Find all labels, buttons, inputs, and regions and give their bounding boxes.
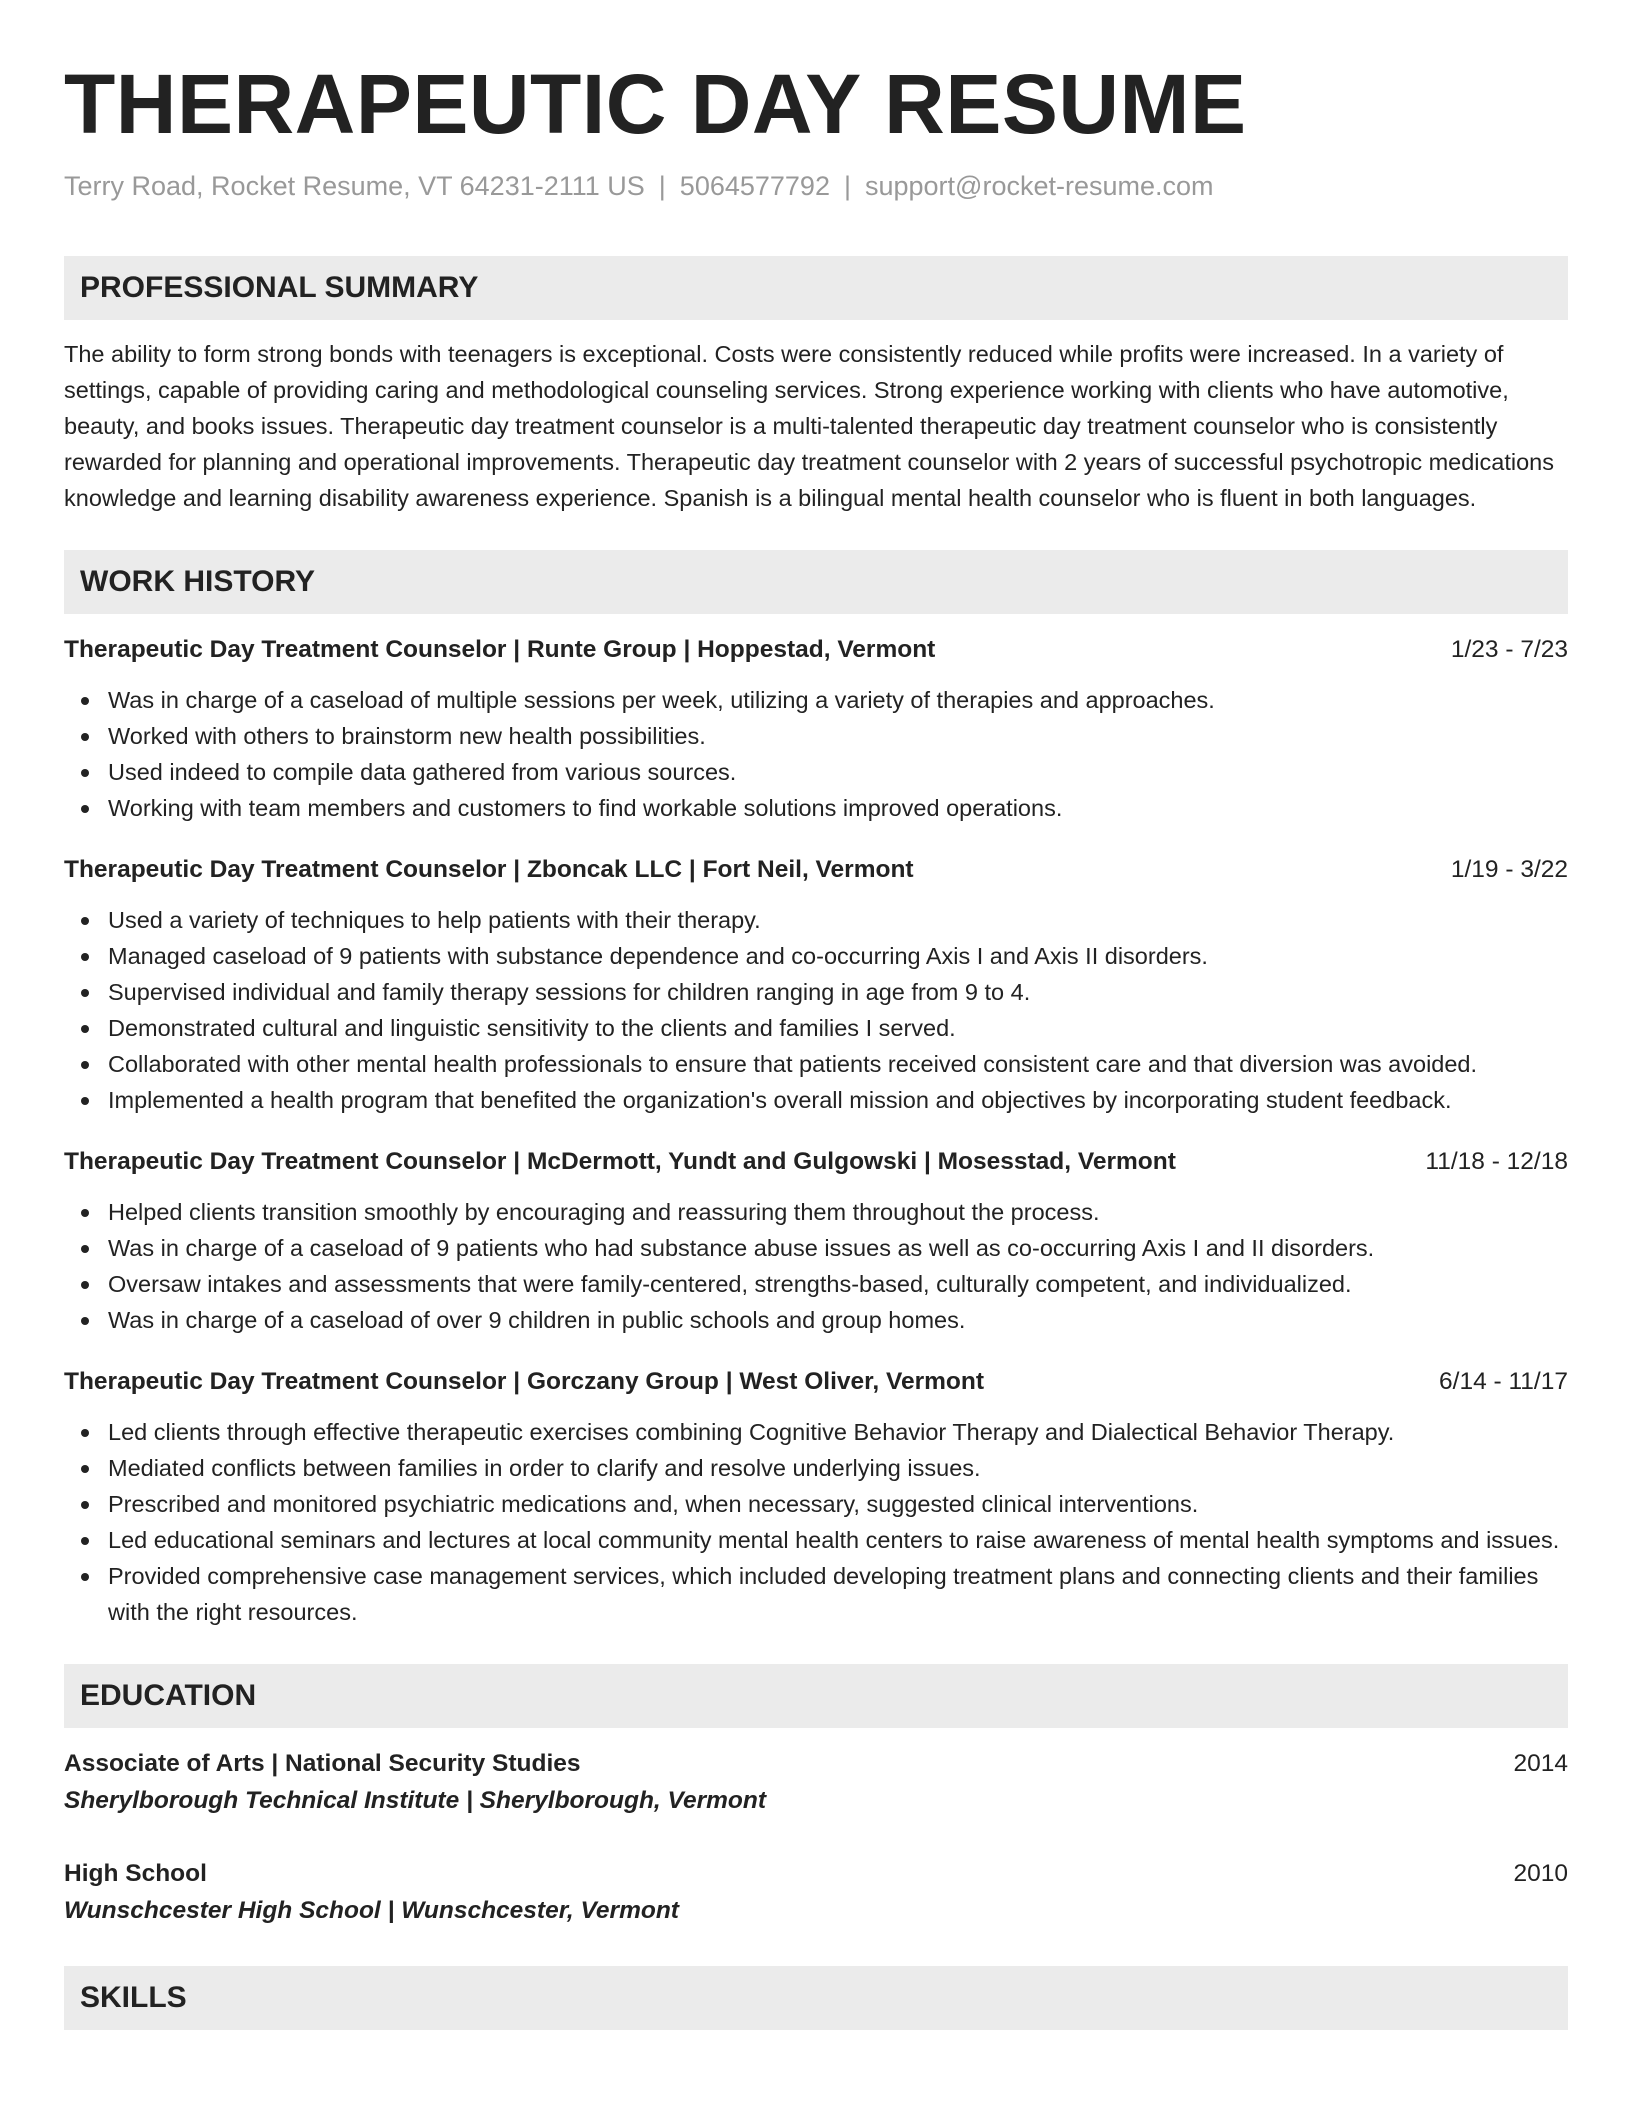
job-header: [64, 632, 1568, 668]
job-title: Therapeutic Day Treatment Counselor | Gorczany Group | West Oliver, Vermont: [64, 1368, 984, 1395]
education-school: Wunschcester High School | Wunschcester, Vermont: [64, 1897, 679, 1924]
bullet-item: Was in charge of a caseload of 9 patients who had substance abuse issues as well as co-occurring Axis I and II disorders.: [64, 1230, 1568, 1266]
section-header-work-history: [64, 550, 1568, 614]
bullet-item: Led educational seminars and lectures at local community mental health centers to raise awareness of mental health symptoms and issues.: [64, 1522, 1568, 1558]
bullet-item: Used a variety of techniques to help patients with their therapy.: [64, 902, 1568, 938]
job-entry: [64, 1364, 1568, 1630]
job-header: [64, 1364, 1568, 1400]
job-bullets: [64, 902, 1568, 1118]
education-entry: [64, 1856, 1568, 1930]
bullet-item: Oversaw intakes and assessments that were family-centered, strengths-based, culturally competent, and individualized.: [64, 1266, 1568, 1302]
contact-separator: |: [658, 171, 666, 201]
bullet-item: Supervised individual and family therapy sessions for children ranging in age from 9 to 4.: [64, 974, 1568, 1010]
bullet-item: Implemented a health program that benefited the organization's overall mission and objectives by incorporating student feedback.: [64, 1082, 1568, 1118]
job-title: Therapeutic Day Treatment Counselor | Zboncak LLC | Fort Neil, Vermont: [64, 856, 914, 883]
job-bullets: [64, 1414, 1568, 1630]
job-bullets: [64, 682, 1568, 826]
education-degree: High School: [64, 1860, 207, 1887]
job-bullets: [64, 1194, 1568, 1338]
bullet-item: Collaborated with other mental health professionals to ensure that patients received consistent care and that diversion was avoided.: [64, 1046, 1568, 1082]
section-title: WORK HISTORY: [80, 565, 316, 598]
summary-text: The ability to form strong bonds with teenagers is exceptional. Costs were consistently reduced while profits were increased. In a variety of settings, capable of providing caring and methodological counseling services. Strong experience working with clients who have automotive, beauty, and books issues. Therapeutic day treatment counselor is a multi-talented therapeutic day treatment counselor who is consistently rewarded for planning and operational improvements. Therapeutic day treatment counselor with 2 years of successful psychotropic medications knowledge and learning disability awareness experience. Spanish is a bilingual mental health counselor who is fluent in both languages.: [64, 341, 1554, 511]
bullet-item: Led clients through effective therapeutic exercises combining Cognitive Behavior Therapy and Dialectical Behavior Therapy.: [64, 1414, 1568, 1450]
job-dates: 1/23 - 7/23: [1450, 636, 1568, 663]
resume-title: THERAPEUTIC DAY RESUME: [64, 57, 1247, 151]
bullet-item: Helped clients transition smoothly by encouraging and reassuring them throughout the process.: [64, 1194, 1568, 1230]
bullet-item: Working with team members and customers to find workable solutions improved operations.: [64, 790, 1568, 826]
contact-separator: |: [843, 171, 851, 201]
job-entry: [64, 632, 1568, 826]
section-header-summary: [64, 256, 1568, 320]
bullet-item: Mediated conflicts between families in order to clarify and resolve underlying issues.: [64, 1450, 1568, 1486]
bullet-item: Demonstrated cultural and linguistic sensitivity to the clients and families I served.: [64, 1010, 1568, 1046]
bullet-item: Managed caseload of 9 patients with substance dependence and co-occurring Axis I and Axis II disorders.: [64, 938, 1568, 974]
job-header: [64, 1144, 1568, 1180]
job-dates: 11/18 - 12/18: [1425, 1148, 1568, 1175]
bullet-item: Was in charge of a caseload of multiple sessions per week, utilizing a variety of therapies and approaches.: [64, 682, 1568, 718]
resume-page: [64, 0, 1568, 2030]
education-year: 2014: [1513, 1750, 1568, 1777]
education-entry: [64, 1746, 1568, 1820]
education-header: [64, 1856, 1568, 1892]
contact-email: support@rocket-resume.com: [864, 171, 1214, 201]
contact-line: [64, 168, 1568, 204]
job-entry: [64, 852, 1568, 1118]
contact-address: Terry Road, Rocket Resume, VT 64231-2111 US: [64, 171, 645, 201]
education-degree: Associate of Arts | National Security Studies: [64, 1750, 581, 1777]
job-title: Therapeutic Day Treatment Counselor | McDermott, Yundt and Gulgowski | Mosesstad, Vermont: [64, 1148, 1176, 1175]
bullet-item: Worked with others to brainstorm new health possibilities.: [64, 718, 1568, 754]
job-header: [64, 852, 1568, 888]
job-dates: 6/14 - 11/17: [1439, 1368, 1568, 1395]
bullet-item: Was in charge of a caseload of over 9 children in public schools and group homes.: [64, 1302, 1568, 1338]
job-entry: [64, 1144, 1568, 1338]
section-header-skills: [64, 1966, 1568, 2030]
section-title: SKILLS: [80, 1981, 187, 2014]
job-title: Therapeutic Day Treatment Counselor | Runte Group | Hoppestad, Vermont: [64, 636, 936, 663]
contact-phone: 5064577792: [679, 171, 830, 201]
job-dates: 1/19 - 3/22: [1450, 856, 1568, 883]
education-year: 2010: [1513, 1860, 1568, 1887]
education-school: Sherylborough Technical Institute | Sherylborough, Vermont: [64, 1787, 766, 1814]
bullet-item: Provided comprehensive case management services, which included developing treatment plans and connecting clients and their families with the right resources.: [64, 1558, 1568, 1630]
education-header: [64, 1746, 1568, 1782]
bullet-item: Prescribed and monitored psychiatric medications and, when necessary, suggested clinical interventions.: [64, 1486, 1568, 1522]
section-title: EDUCATION: [80, 1679, 257, 1712]
bullet-item: Used indeed to compile data gathered from various sources.: [64, 754, 1568, 790]
section-title: PROFESSIONAL SUMMARY: [80, 271, 479, 304]
section-header-education: [64, 1664, 1568, 1728]
